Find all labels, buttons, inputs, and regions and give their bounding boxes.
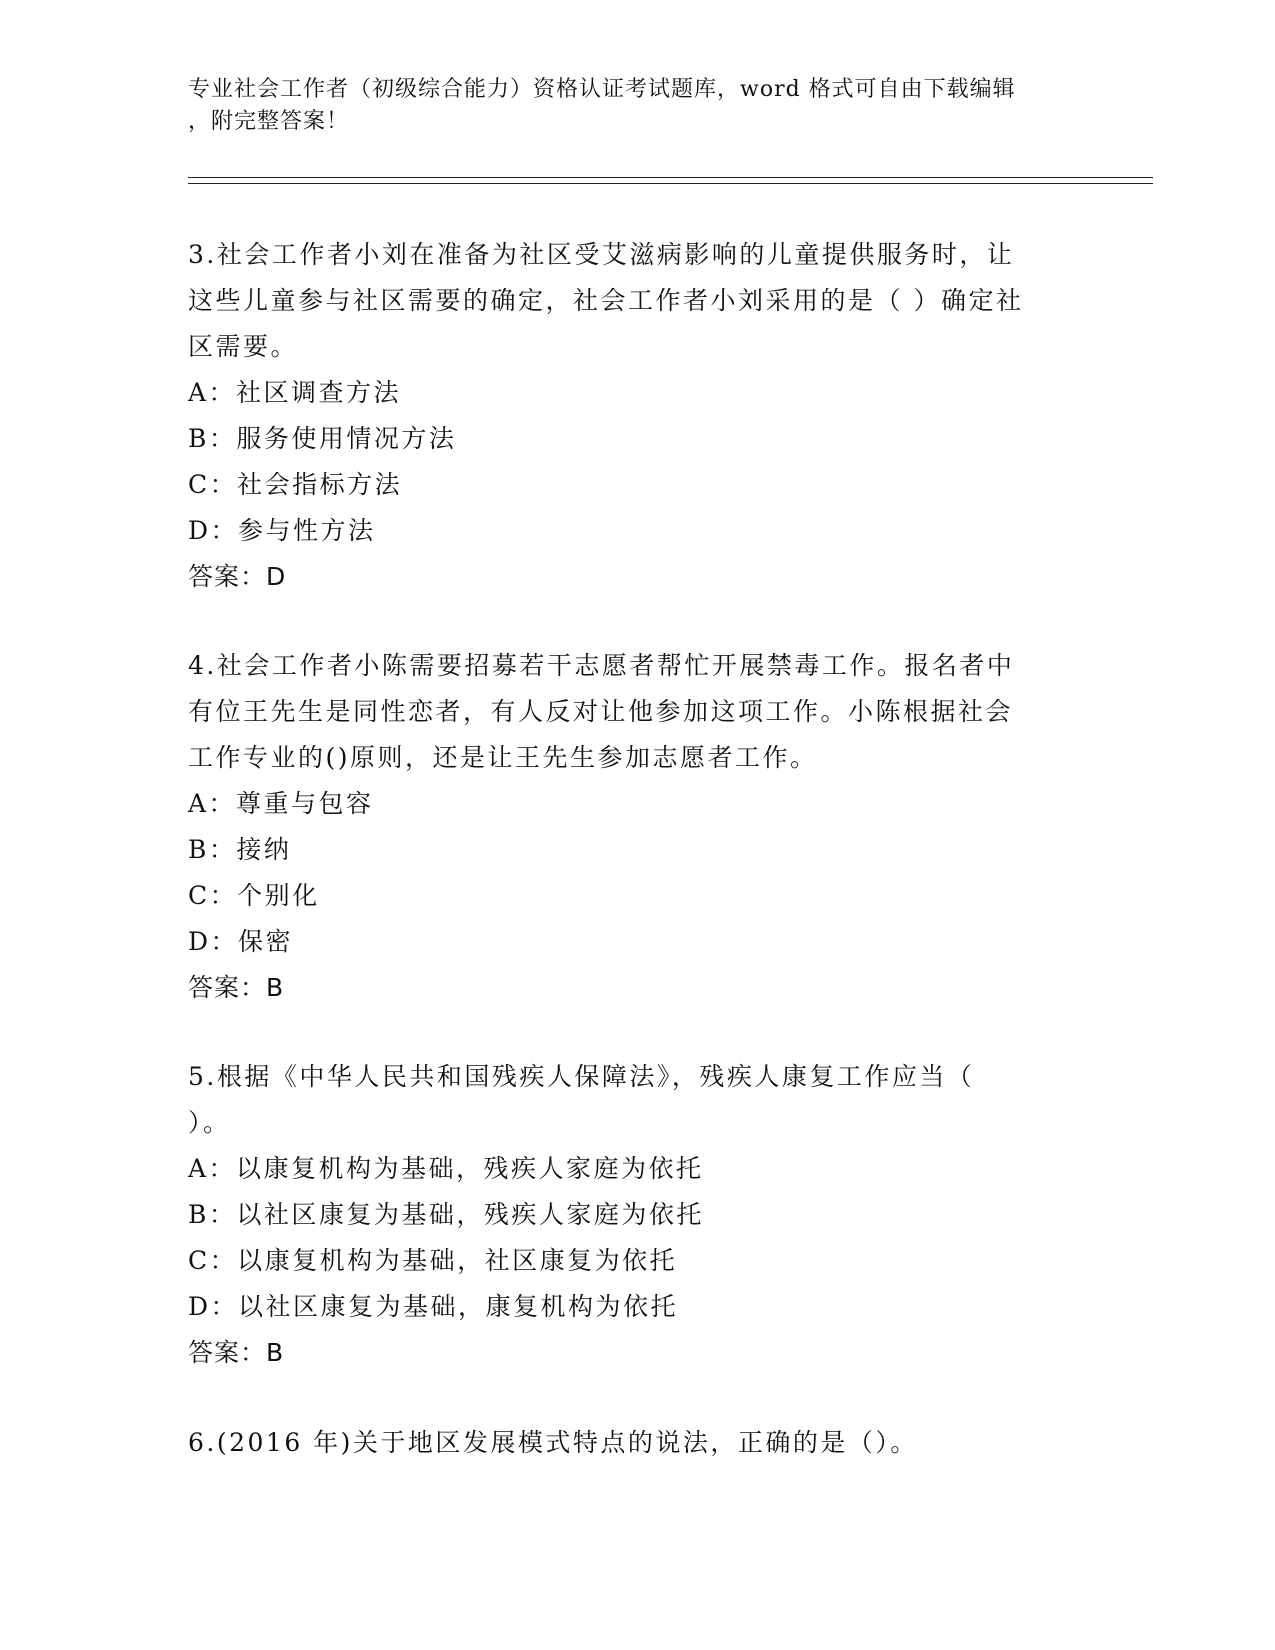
answer: 答案：B (188, 1338, 285, 1367)
option-b: B：服务使用情况方法 (188, 424, 457, 453)
header-divider-top (188, 177, 1153, 178)
answer: 答案：D (188, 562, 287, 591)
option-a: A：尊重与包容 (188, 789, 374, 818)
header-divider-bottom (188, 183, 1153, 184)
question-3 (188, 232, 1068, 600)
option-a: A：社区调查方法 (188, 378, 402, 407)
option-b: B：以社区康复为基础，残疾人家庭为依托 (188, 1200, 704, 1229)
question-stem: 3.社会工作者小刘在准备为社区受艾滋病影响的儿童提供服务时，让 这些儿童参与社区需要的确定，社会工作者小刘采用的是（ ）确定社 区需要。 (188, 240, 1024, 361)
option-a: A：以康复机构为基础，残疾人家庭为依托 (188, 1154, 704, 1183)
option-d: D：参与性方法 (188, 516, 376, 545)
question-stem: 4.社会工作者小陈需要招募若干志愿者帮忙开展禁毒工作。报名者中 有位王先生是同性恋者，有人反对让他参加这项工作。小陈根据社会 工作专业的()原则，还是让王先生参加志愿者工作。 (188, 651, 1015, 772)
question-stem: 6.(2016 年)关于地区发展模式特点的说法，正确的是（）。 (188, 1428, 918, 1457)
option-c: C：社会指标方法 (188, 470, 403, 499)
option-d: D：保密 (188, 927, 294, 956)
answer: 答案：B (188, 973, 285, 1002)
question-5 (188, 1054, 1068, 1376)
option-c: C：个别化 (188, 881, 320, 910)
option-c: C：以康复机构为基础，社区康复为依托 (188, 1246, 678, 1275)
document-header: 专业社会工作者（初级综合能力）资格认证考试题库，word 格式可自由下载编辑 ，附完整答案！ (188, 77, 1016, 134)
option-d: D：以社区康复为基础，康复机构为依托 (188, 1292, 679, 1321)
option-b: B：接纳 (188, 835, 292, 864)
question-stem: 5.根据《中华人民共和国残疾人保障法》，残疾人康复工作应当（ ）。 (188, 1062, 975, 1137)
question-4 (188, 643, 1068, 1011)
question-6 (188, 1420, 1068, 1466)
